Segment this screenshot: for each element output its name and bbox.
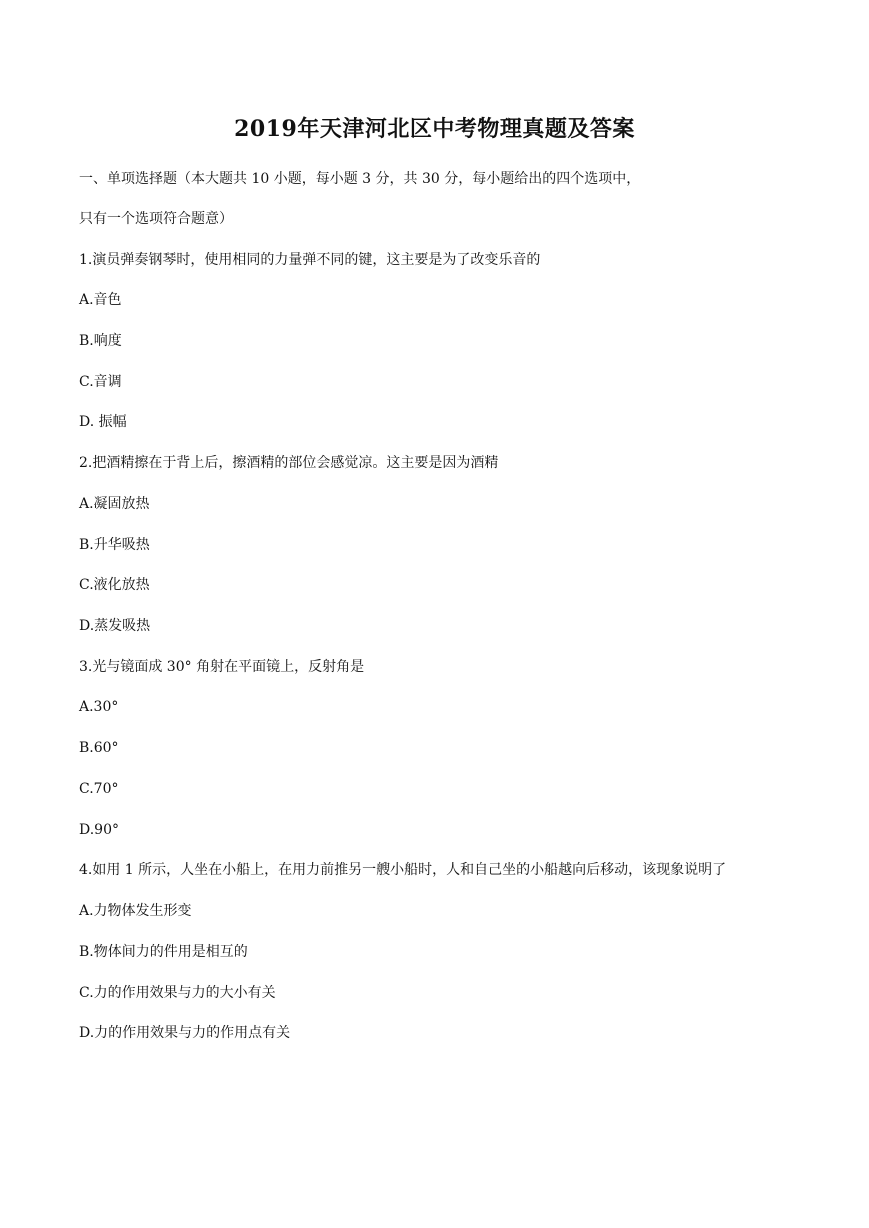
document-title: 2019年天津河北区中考物理真题及答案 bbox=[234, 116, 635, 142]
question-1-stem: 1.演员弹奏钢琴时，使用相同的力量弹不同的键，这主要是为了改变乐音的 bbox=[79, 252, 541, 268]
question-2-option-b: B.升华吸热 bbox=[79, 537, 150, 553]
question-4-option-b: B.物体间力的件用是相互的 bbox=[79, 944, 248, 960]
question-3-option-a: A.30° bbox=[79, 699, 119, 715]
question-3-option-c: C.70° bbox=[79, 781, 119, 797]
question-1-option-b: B.响度 bbox=[79, 333, 122, 349]
question-4-stem: 4.如用 1 所示，人坐在小船上，在用力前推另一艘小船时，人和自己坐的小船越向后移动，该现象说明了 bbox=[79, 862, 727, 878]
section-heading-line-1: 一、单项选择题（本大题共 10 小题，每小题 3 分，共 30 分，每小题给出的四个选项中， bbox=[79, 171, 641, 187]
question-4-option-d: D.力的作用效果与力的作用点有关 bbox=[79, 1025, 291, 1041]
question-3-option-b: B.60° bbox=[79, 740, 119, 756]
question-4-option-c: C.力的作用效果与力的大小有关 bbox=[79, 985, 276, 1001]
section-heading-line-2: 只有一个选项符合题意） bbox=[79, 211, 233, 227]
question-1-option-a: A.音色 bbox=[79, 292, 122, 308]
question-1-option-c: C.音调 bbox=[79, 374, 122, 390]
question-2-option-c: C.液化放热 bbox=[79, 577, 150, 593]
question-3-stem: 3.光与镜面成 30° 角射在平面镜上，反射角是 bbox=[79, 659, 365, 675]
question-2-option-a: A.凝固放热 bbox=[79, 496, 150, 512]
question-1-option-d: D. 振幅 bbox=[79, 414, 127, 430]
question-2-stem: 2.把酒精擦在于背上后，擦酒精的部位会感觉凉。这主要是因为酒精 bbox=[79, 455, 499, 471]
question-3-option-d: D.90° bbox=[79, 822, 119, 838]
question-4-option-a: A.力物体发生形变 bbox=[79, 903, 192, 919]
question-2-option-d: D.蒸发吸热 bbox=[79, 618, 151, 634]
